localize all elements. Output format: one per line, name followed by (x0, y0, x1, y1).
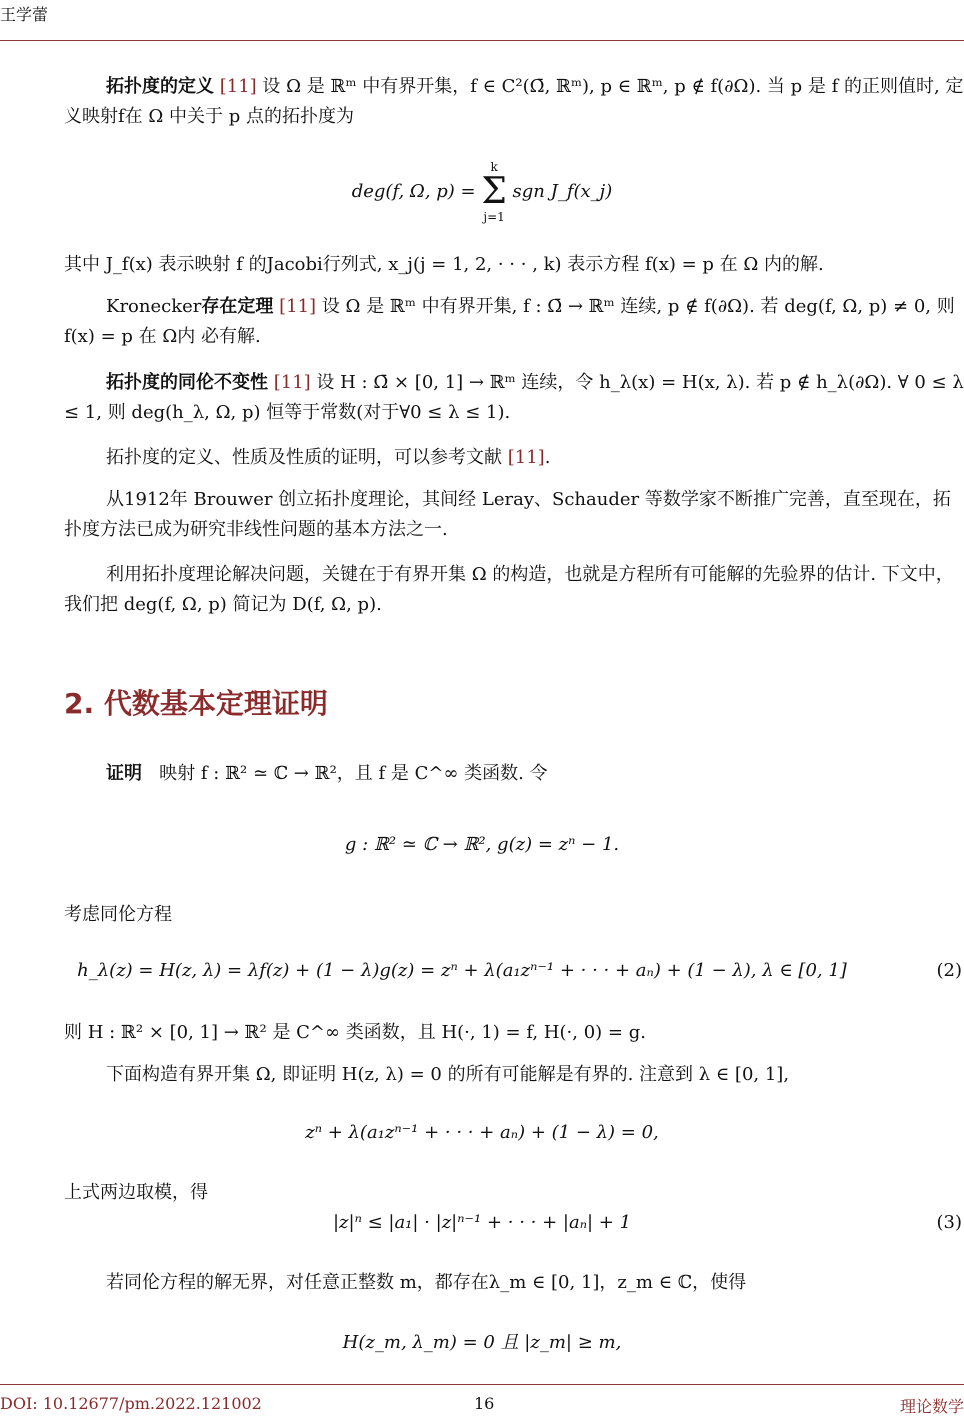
homotopy-equation (0, 960, 944, 981)
homotopy-text: 设 H : Ω̄ × [0, 1] → ℝᵐ 连续，令 h_λ(x) = H(x, λ). 若 p ∉ h_λ(∂Ω). ∀ 0 ≤ λ ≤ 1, 则 deg(h_λ, Ω, p) 恒等于常数(对于∀0 ≤ λ ≤ 1). (64, 372, 964, 423)
g-equation: g : ℝ² ≃ ℂ → ℝ², g(z) = zⁿ − 1. (344, 834, 620, 855)
construct-paragraph: 下面构造有界开集 Ω, 即证明 H(z, λ) = 0 的所有可能解是有界的. 注意到 λ ∈ [0, 1], (106, 1064, 790, 1085)
final-equation: H(z_m, λ_m) = 0 且 |z_m| ≥ m, (342, 1332, 622, 1353)
definition-text: 设 Ω 是 ℝᵐ 中有界开集，f ∈ C²(Ω̄, ℝᵐ), p ∈ ℝᵐ, p ∉ f(∂Ω). 当 p 是 f 的正则值时, 定义映射f在 Ω 中关于 p 点的拓扑度为 (64, 76, 964, 127)
equation-number-3: (3) (936, 1212, 962, 1233)
degree-eq-rhs: sgn J_f(x_j) (512, 181, 613, 202)
unbounded-paragraph: 若同伦方程的解无界，对任意正整数 m，都存在λ_m ∈ [0, 1]，z_m ∈ ℂ，使得 (106, 1272, 747, 1293)
proof-text: 映射 f : ℝ² ≃ ℂ → ℝ²，且 f 是 C^∞ 类函数. 令 (159, 763, 548, 784)
citation-11[interactable]: [11] (279, 296, 317, 317)
page-header (0, 0, 964, 41)
citation-11[interactable]: [11] (507, 447, 545, 468)
section-title: 2. 代数基本定理证明 (64, 687, 328, 720)
proof-title: 证明 (106, 763, 142, 784)
properties-end: . (544, 447, 551, 468)
consider-paragraph: 考虑同伦方程 (64, 904, 172, 925)
history-paragraph: 从1912年 Brouwer 创立拓扑度理论，其间经 Leray、Schauder 等数学家不断推广完善，直至现在，拓扑度方法已成为研究非线性问题的基本方法之一. (64, 489, 951, 540)
page-footer (0, 1384, 964, 1415)
jacobi-paragraph: 其中 J_f(x) 表示映射 f 的Jacobi行列式, x_j(j = 1, 2, · · · , k) 表示方程 f(x) = p 在 Ω 内的解. (64, 254, 824, 275)
sigma-symbol: Σ (481, 171, 507, 212)
kronecker-text: 设 Ω 是 ℝᵐ 中有界开集, f : Ω̄ → ℝᵐ 连续, p ∉ f(∂Ω). 若 deg(f, Ω, p) ≠ 0, 则 f(x) = p 在 Ω内 必有解. (64, 296, 955, 347)
header-author: 王学蕾 (0, 5, 49, 24)
then-paragraph: 则 H : ℝ² × [0, 1] → ℝ² 是 C^∞ 类函数，且 H(·, 1) = f, H(·, 0) = g. (64, 1022, 646, 1043)
page-number: 16 (474, 1394, 495, 1413)
kronecker-name: Kronecker (106, 296, 202, 317)
kronecker-paragraph (64, 292, 964, 352)
summation (481, 160, 506, 224)
homotopy-title: 拓扑度的同伦不变性 (106, 372, 268, 393)
properties-text: 拓扑度的定义、性质及性质的证明，可以参考文献 (106, 447, 502, 468)
kronecker-title: 存在定理 (201, 296, 274, 317)
equation-number-2: (2) (936, 960, 962, 981)
sum-lower-limit: j=1 (483, 210, 505, 224)
definition-title: 拓扑度的定义 (106, 76, 214, 97)
footer-journal: 理论数学 (899, 1397, 964, 1416)
homotopy-paragraph (64, 368, 964, 428)
sum-upper-limit: k (490, 160, 498, 174)
z-equation: zⁿ + λ(a₁zⁿ⁻¹ + · · · + aₙ) + (1 − λ) = 0, (305, 1122, 659, 1143)
citation-11[interactable]: [11] (219, 76, 257, 97)
usage-paragraph: 利用拓扑度理论解决问题，关键在于有界开集 Ω 的构造，也就是方程所有可能解的先验界的估计. 下文中，我们把 deg(f, Ω, p) 简记为 D(f, Ω, p). (64, 564, 954, 615)
proof-paragraph (64, 759, 964, 789)
properties-paragraph (64, 443, 964, 473)
modulus-paragraph: 上式两边取模，得 (64, 1182, 208, 1203)
citation-11[interactable]: [11] (273, 372, 311, 393)
degree-eq-lhs: deg(f, Ω, p) = (351, 181, 476, 202)
degree-equation (0, 160, 964, 224)
homotopy-eq-body: h_λ(z) = H(z, λ) = λf(z) + (1 − λ)g(z) = zⁿ + λ(a₁zⁿ⁻¹ + · · · + aₙ) + (1 − λ), λ ∈ [0, 1] (77, 960, 847, 981)
modulus-equation: |z|ⁿ ≤ |a₁| · |z|ⁿ⁻¹ + · · · + |aₙ| + 1 (332, 1212, 632, 1233)
definition-paragraph (64, 72, 964, 132)
footer-doi[interactable]: DOI: 10.12677/pm.2022.121002 (0, 1394, 262, 1413)
